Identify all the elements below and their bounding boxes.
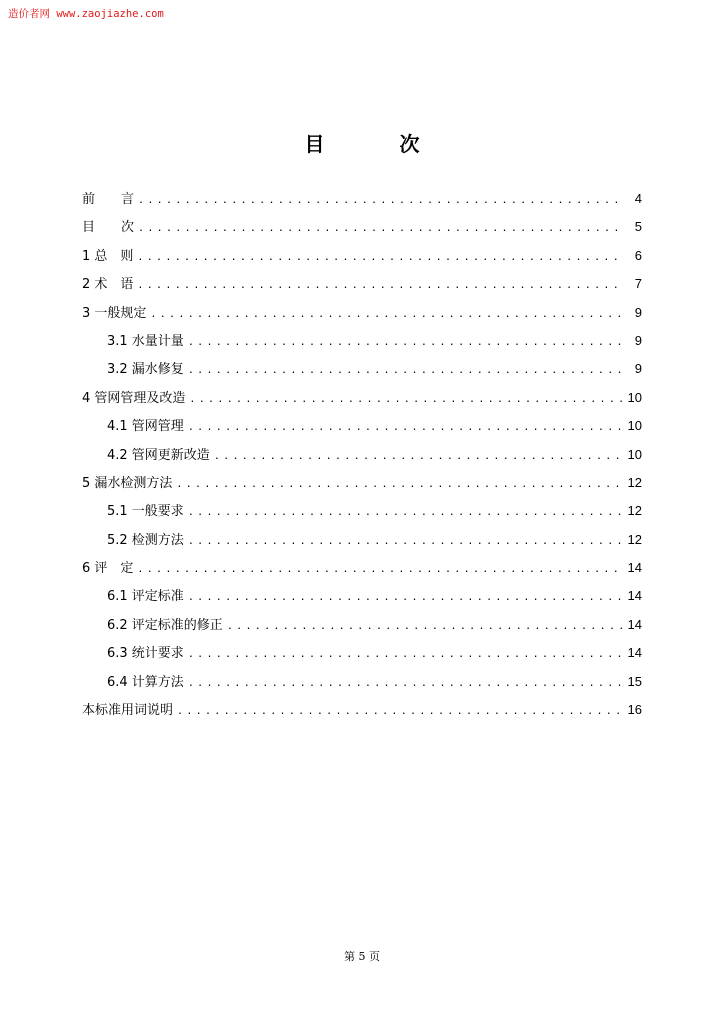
- toc-entry-page-number: 6: [634, 247, 642, 263]
- dot-leader: [227, 613, 622, 641]
- toc-entry[interactable]: [82, 185, 642, 213]
- toc-entry-label: 6.2 评定标准的修正: [107, 617, 223, 633]
- toc-entry[interactable]: [82, 327, 642, 355]
- toc-entry-page-number: 7: [634, 276, 642, 292]
- dot-leader: [137, 556, 621, 584]
- toc-entry-label: 6.3 统计要求: [107, 646, 184, 662]
- toc-entry-label: 4 管网管理及改造: [82, 390, 186, 406]
- dot-leader: [188, 329, 624, 357]
- toc-entry[interactable]: [82, 611, 642, 639]
- toc-entry[interactable]: [82, 355, 642, 383]
- dot-leader: [188, 670, 622, 698]
- toc-entry-page-number: 9: [634, 304, 642, 320]
- dot-leader: [137, 244, 624, 272]
- dot-leader: [188, 499, 622, 527]
- dot-leader: [188, 641, 622, 669]
- toc-entry-page-number: 14: [627, 560, 642, 576]
- toc-entry-page-number: 14: [627, 645, 642, 661]
- dot-leader: [138, 187, 624, 215]
- toc-entry[interactable]: [82, 384, 642, 412]
- toc-entry[interactable]: [82, 668, 642, 696]
- toc-entry-page-number: 14: [627, 588, 642, 604]
- dot-leader: [214, 443, 622, 471]
- toc-entry[interactable]: [82, 441, 642, 469]
- toc-entry-page-number: 15: [627, 673, 642, 689]
- toc-entry-label: 6.1 评定标准: [107, 589, 184, 605]
- toc-entry-page-number: 16: [627, 702, 642, 718]
- page-footer: 第 5 页: [344, 950, 380, 963]
- toc-entry-label: 5.1 一般要求: [107, 504, 184, 520]
- toc-entry-label: 3.1 水量计量: [107, 333, 184, 349]
- toc-entry-label: 前 言: [82, 192, 135, 207]
- toc-entry[interactable]: [82, 270, 642, 298]
- toc-entry-label: 3 一般规定: [82, 305, 147, 321]
- toc-entry-label: 目 次: [82, 220, 135, 236]
- toc-entry-page-number: 14: [627, 616, 642, 632]
- toc-entry-page-number: 12: [627, 503, 642, 519]
- toc-entry[interactable]: [82, 299, 642, 327]
- toc-entry[interactable]: [82, 582, 642, 610]
- toc-entry-label: 5 漏水检测方法: [82, 475, 173, 491]
- toc-entry[interactable]: [82, 526, 642, 554]
- toc-entry-label: 4.2 管网更新改造: [107, 447, 210, 463]
- dot-leader: [137, 272, 624, 300]
- toc-entry[interactable]: [82, 639, 642, 667]
- toc-entry-page-number: 9: [634, 361, 642, 377]
- toc-entry[interactable]: [82, 696, 642, 724]
- toc-entry[interactable]: [82, 213, 642, 241]
- toc-entry-label: 本标准用词说明: [82, 703, 174, 719]
- toc-entry-label: 5.2 检测方法: [107, 532, 184, 548]
- toc-entry[interactable]: [82, 469, 642, 497]
- toc-entry-page-number: 5: [634, 219, 642, 235]
- toc-entry-label: 3.2 漏水修复: [107, 362, 184, 378]
- toc-entry-label: 6 评 定: [82, 561, 134, 577]
- toc-entry-label: 6.4 计算方法: [107, 674, 184, 690]
- toc-entry-label: 2 术 语: [82, 277, 134, 293]
- toc-entry-page-number: 4: [634, 191, 642, 206]
- toc-entry-page-number: 10: [627, 418, 642, 434]
- dot-leader: [177, 698, 622, 726]
- dot-leader: [188, 584, 622, 612]
- toc-entry-page-number: 10: [627, 389, 642, 405]
- table-of-contents: [82, 185, 642, 724]
- toc-entry-page-number: 12: [627, 474, 642, 490]
- dot-leader: [188, 357, 624, 385]
- toc-entry-page-number: 9: [634, 332, 642, 348]
- toc-entry[interactable]: [82, 497, 642, 525]
- toc-entry-label: 1 总 则: [82, 248, 134, 264]
- toc-entry-page-number: 10: [627, 446, 642, 462]
- dot-leader: [188, 528, 622, 556]
- toc-entry[interactable]: [82, 412, 642, 440]
- toc-entry[interactable]: [82, 554, 642, 582]
- page-title: 目 次: [304, 132, 454, 156]
- dot-leader: [150, 301, 624, 329]
- dot-leader: [138, 215, 624, 243]
- dot-leader: [188, 414, 622, 442]
- toc-entry-label: 4.1 管网管理: [107, 419, 184, 435]
- dot-leader: [176, 471, 621, 499]
- watermark-text: 造价者网 www.zaojiazhe.com: [8, 8, 164, 20]
- toc-entry-page-number: 12: [627, 531, 642, 547]
- dot-leader: [189, 386, 621, 414]
- toc-entry[interactable]: [82, 242, 642, 270]
